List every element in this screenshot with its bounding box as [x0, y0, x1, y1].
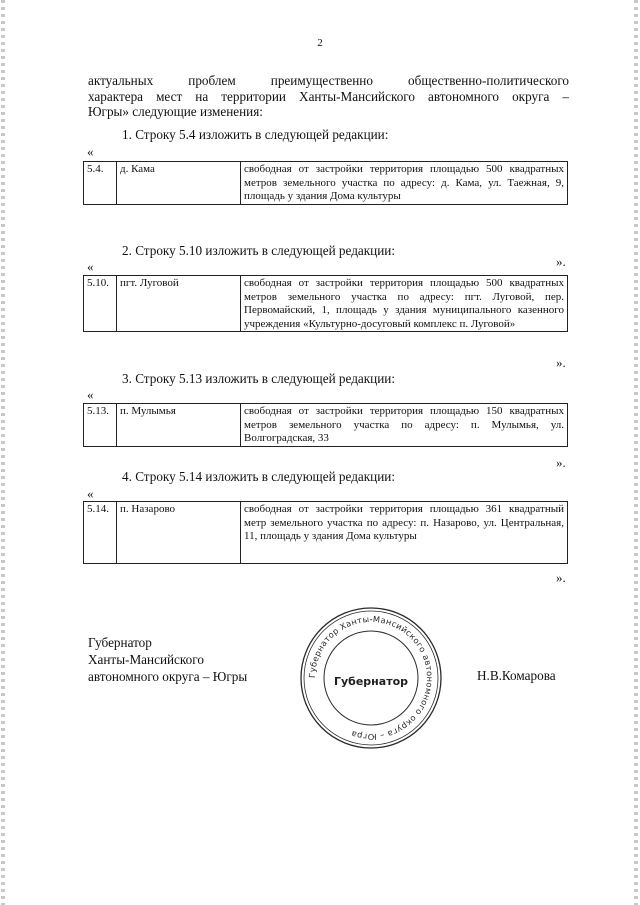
table-row	[84, 502, 568, 564]
row-description: свободная от застройки территория площадью 500 квадратных метров земельного участка по адресу: пгт. Луговой, пер. Первомайский, 1, площадь у здания муниципального казенного учреждения «Культурно-досуговый комплекс п. Луговой»	[241, 276, 568, 332]
page-number: 2	[317, 37, 323, 49]
intro-line: характера мест на территории Ханты-Мансийского автономного округа –	[88, 88, 569, 104]
amendment-heading: 2. Строку 5.10 изложить в следующей редакции:	[122, 243, 395, 258]
row-place: д. Кама	[117, 162, 241, 205]
signatory-title-line: Ханты-Мансийского	[88, 652, 204, 667]
row-number: 5.13.	[84, 404, 117, 447]
table-row	[84, 276, 568, 332]
seal-center-text: Губернатор	[333, 675, 409, 688]
seal-ring-text: Губернатор Ханты-Мансийского автономного округа – Югра	[306, 613, 436, 743]
scan-left-edge	[1, 0, 5, 905]
official-seal	[298, 605, 444, 751]
row-place: п. Назарово	[117, 502, 241, 564]
row-description: свободная от застройки территория площадью 361 квадратный метр земельного участка по адресу: п. Назарово, ул. Центральная, 11, площадь у здания Дома культуры	[241, 502, 568, 564]
row-place: пгт. Луговой	[117, 276, 241, 332]
row-number: 5.10.	[84, 276, 117, 332]
open-quote: «	[87, 387, 94, 402]
amendment-heading: 3. Строку 5.13 изложить в следующей редакции:	[122, 371, 395, 386]
amendment-table	[83, 161, 568, 205]
table-row	[84, 162, 568, 205]
row-description: свободная от застройки территория площадью 500 квадратных метров земельного участка по адресу: д. Кама, ул. Таежная, 9, площадь у здания Дома культуры	[241, 162, 568, 205]
open-quote: «	[87, 486, 94, 501]
intro-line: Югры» следующие изменения:	[88, 104, 263, 119]
scan-right-edge	[634, 0, 638, 905]
open-quote: «	[87, 259, 94, 274]
signatory-title	[88, 634, 247, 685]
row-place: п. Мулымья	[117, 404, 241, 447]
amendment-heading: 1. Строку 5.4 изложить в следующей редакции:	[122, 127, 389, 142]
close-quote: ».	[556, 254, 566, 269]
intro-paragraph	[88, 73, 569, 120]
row-number: 5.4.	[84, 162, 117, 205]
close-quote: ».	[556, 570, 566, 585]
amendment-table	[83, 403, 568, 447]
amendment-table	[83, 501, 568, 564]
open-quote: «	[87, 144, 94, 159]
row-number: 5.14.	[84, 502, 117, 564]
signatory-title-line: Губернатор	[88, 635, 152, 650]
signatory-name: Н.В.Комарова	[477, 668, 556, 683]
row-description: свободная от застройки территория площадью 150 квадратных метров земельного участка по адресу: п. Мулымья, ул. Волгоградская, 33	[241, 404, 568, 447]
close-quote: ».	[556, 355, 566, 370]
intro-line: актуальных проблем преимущественно общественно-политического	[88, 73, 569, 88]
signatory-title-line: автономного округа – Югры	[88, 669, 248, 684]
amendment-table	[83, 275, 568, 332]
table-row	[84, 404, 568, 447]
amendment-heading: 4. Строку 5.14 изложить в следующей редакции:	[122, 469, 395, 484]
close-quote: ».	[556, 455, 566, 470]
